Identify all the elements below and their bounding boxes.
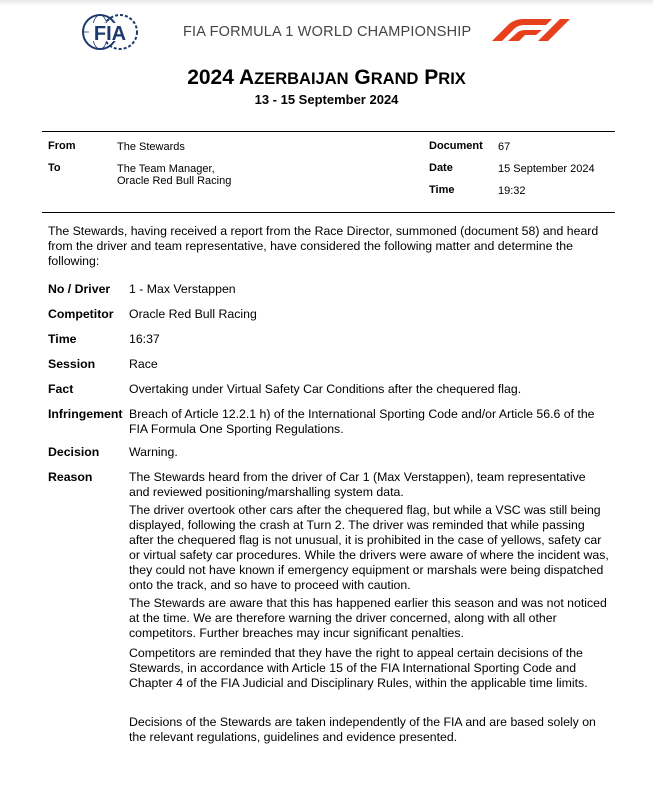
reason-paragraph: The Stewards heard from the driver of Car 1 (Max Verstappen), team representative and reviewed positioning/marshalling system data. [129,470,586,499]
svg-text:FIA: FIA [93,23,127,45]
time-value: 19:32 [498,185,526,197]
divider [42,212,615,213]
appeal-note: Competitors are reminded that they have the right to appeal certain decisions of the Stewards, in accordance with Article 15 of the FIA International Sporting Code and Chapter 4 of the FIA Judicial and Disciplinary Rules, within the applicable time limits. [129,646,588,690]
event-dates: 13 - 15 September 2024 [254,92,399,107]
reason-paragraph: The Stewards are aware that this has happened earlier this season and was not noticed at the time. We are therefore warning the driver concerned, along with all other competitors. Further breaches may incur significant penalties. [129,596,607,640]
date-label: Date [429,162,453,174]
intro-text: The Stewards, having received a report from the Race Director, summoned (document 58) and heard from the driver and team representative, have considered the following matter and determine the following: [48,224,599,268]
to-value-line1: The Team Manager, [117,163,215,175]
document-label: Document [429,140,483,152]
event-title: 2024 AZERBAIJAN GRAND PRIX [187,66,466,89]
championship-title: FIA FORMULA 1 WORLD CHAMPIONSHIP [183,24,472,40]
document-page: FIA FIA FORMULA 1 WORLD CHAMPIONSHIP 2024 AZERBAIJAN GRAND PRIX 13 - 15 September 2024 From The Stewards To The Team Manager, Oracle Red Bull Racing Document 67 Date 15 September 2024 Time 19:32 The Stewards, having received a report from the Race Director, summoned (document 58) and heard from the driver and team representative, have considered the following matter and determine the following: No / Driver 1 - Max Verstappen Competitor Oracle Red Bull Racing Time 16:37 Session Race Fact Overtaking under Virtual Safety Car Conditions after the chequered flag. Infringement Breach of Article 12.2.1 h) of the International Sporting Code and/or Article 56.6 of the FIA Formula One Sporting Regulations. Decision Warning. Reason The Stewards heard from the driver of Car 1 (Max Verstappen), team representative and reviewed positioning/marshalling system data. The driver overtook other cars after the chequered flag, but while a VSC was still being displayed, following the crash at Turn 2. The driver was reminded that while passing after the chequered flag is not unusual, it is prohibited in the case of yellows, safety car or virtual safety car procedures. While the drivers were aware of where the incident was, they could not have known if emergency equipment or marshals were being dispatched onto the track, and so have to proceed with caution. The Stewards are aware that this has happened earlier this season and was not noticed at the time. We are therefore warning the driver concerned, along with all other competitors. Further breaches may incur significant penalties. Competitors are reminded that they have the right to appeal certain decisions of the Stewards, in accordance with Article 15 of the FIA International Sporting Code and Chapter 4 of the FIA Judicial and Disciplinary Rules, within the applicable time limits. Decisions of the Stewards are taken independently of the FIA and are based solely on the relevant regulations, guidelines and evidence presented. [0,0,653,789]
date-value: 15 September 2024 [498,163,595,175]
fia-logo [81,13,139,51]
time-label: Time [429,184,455,196]
independence-note: Decisions of the Stewards are taken independently of the FIA and are based solely on the relevant regulations, guidelines and evidence presented. [129,715,596,744]
reason-paragraph: The driver overtook other cars after the chequered flag, but while a VSC was still being displayed, following the crash at Turn 2. The driver was reminded that while passing after the chequered flag is not unusual, it is prohibited in the case of yellows, safety car or virtual safety car procedures. While the drivers were aware of where the incident was, they could not have known if emergency equipment or marshals were being dispatched onto the track, and so have to proceed with caution. [129,503,609,592]
from-label: From [48,140,76,152]
f1-logo [490,18,570,42]
to-value-line2: Oracle Red Bull Racing [117,175,232,187]
from-value: The Stewards [117,141,185,153]
page-top-shadow [0,0,653,6]
divider [42,131,615,132]
document-value: 67 [498,141,511,153]
to-label: To [48,162,61,174]
